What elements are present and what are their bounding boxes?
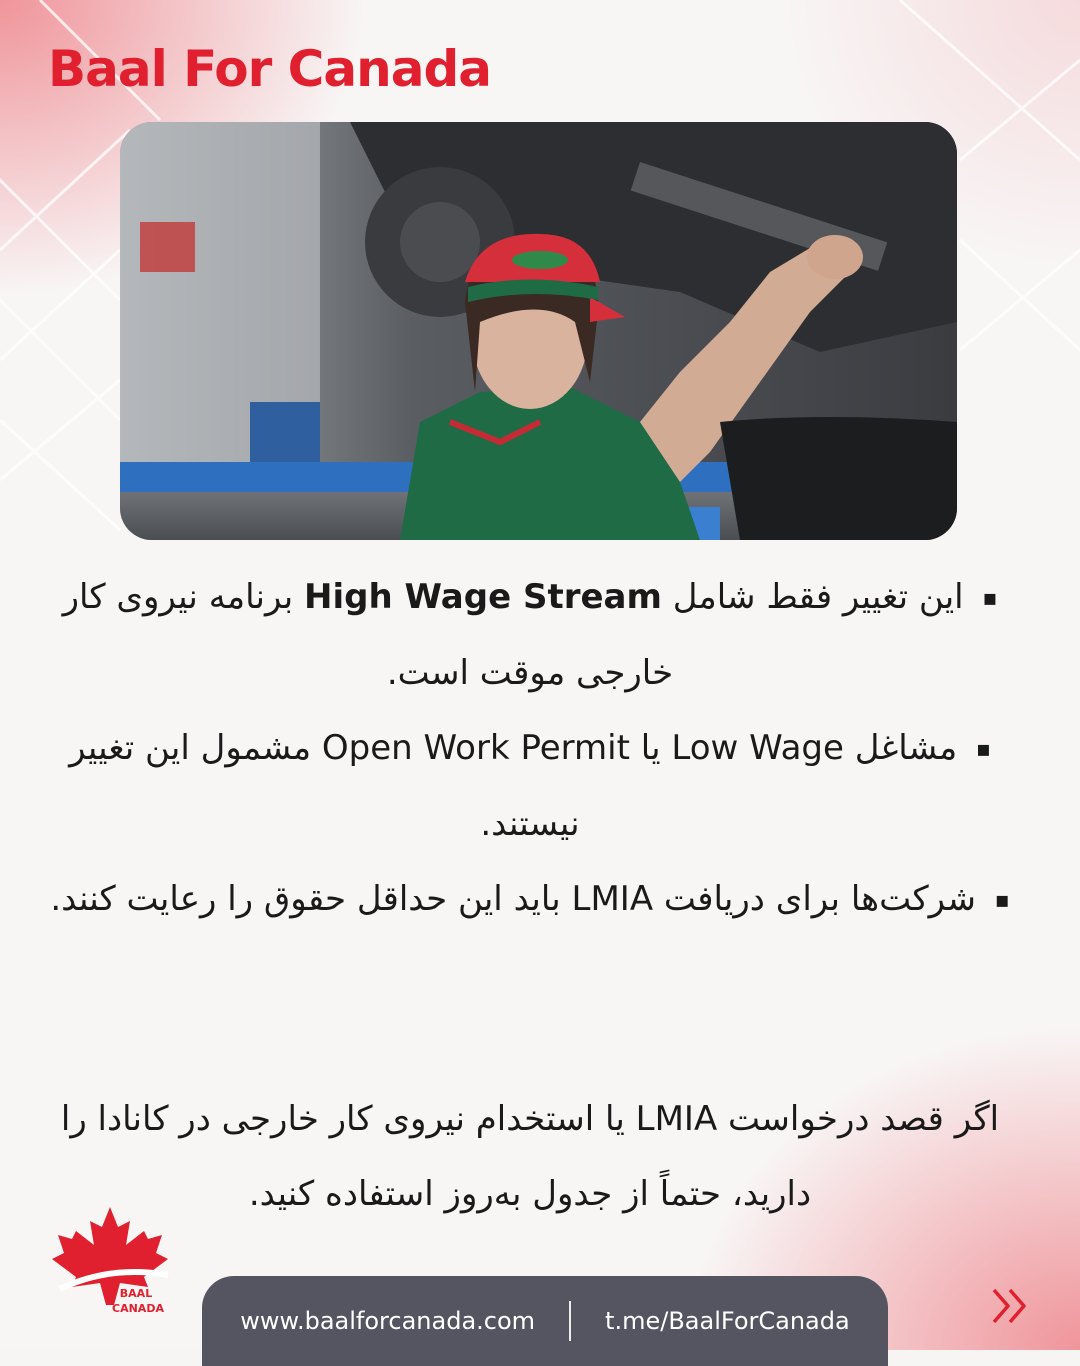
bullet-item (50, 711, 1010, 862)
baal-canada-logo (40, 1205, 180, 1320)
brand-title: Baal For Canada (48, 40, 491, 98)
bullet-marker-icon: ▪ (982, 586, 998, 611)
mechanic-photo (120, 122, 957, 540)
bullet-emphasis: High Wage Stream (304, 577, 662, 617)
double-chevron-right-icon[interactable] (990, 1286, 1030, 1326)
bullet-text: برنامه نیروی کار خارجی موقت است. (62, 577, 674, 693)
bullet-text: شرکت‌ها برای دریافت LMIA باید این حداقل حقوق را رعایت کنند. (50, 879, 976, 919)
bullet-text: مشاغل Low Wage یا Open Work Permit مشمول این تغییر نیستند. (69, 728, 958, 844)
footer-bar (202, 1276, 888, 1366)
logo-line2: CANADA (112, 1302, 164, 1315)
bullet-item (50, 560, 1010, 711)
bullet-text: این تغییر فقط شامل (672, 577, 964, 617)
website-link[interactable]: www.baalforcanada.com (240, 1307, 536, 1335)
bullet-marker-icon: ▪ (975, 737, 991, 762)
bullet-marker-icon: ▪ (994, 888, 1010, 913)
bullet-list (50, 560, 1010, 938)
telegram-link[interactable]: t.me/BaalForCanada (605, 1307, 850, 1335)
logo-line1: BAAL (119, 1287, 153, 1300)
call-to-action-text: اگر قصد درخواست LMIA یا استخدام نیروی کار خارجی در کانادا را دارید، حتماً از جدول به‌روز استفاده کنید. (60, 1099, 1000, 1214)
footer-divider (569, 1301, 571, 1341)
bullet-item (50, 862, 1010, 938)
